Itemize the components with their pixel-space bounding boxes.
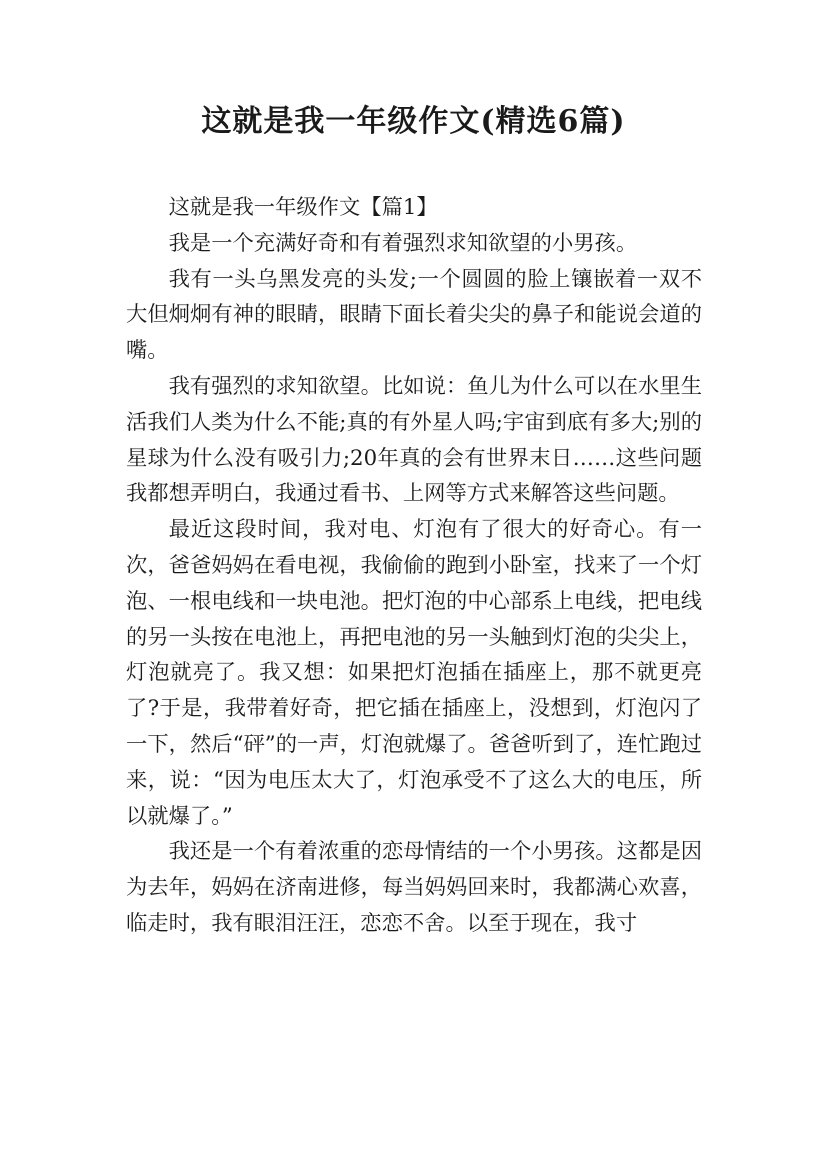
paragraph: 我有强烈的求知欲望。比如说：鱼儿为什么可以在水里生活我们人类为什么不能;真的有外星人吗;宇宙到底有多大;别的星球为什么没有吸引力;20年真的会有世界末日……这些问题我都想弄明白，我通过看书、上网等方式来解答这些问题。: [126, 373, 702, 507]
paragraph: 我是一个充满好奇和有着强烈求知欲望的小男孩。: [168, 230, 638, 256]
paragraph: 我有一头乌黑发亮的头发;一个圆圆的脸上镶嵌着一双不大但炯炯有神的眼睛，眼睛下面长着尖尖的鼻子和能说会道的嘴。: [126, 266, 702, 364]
document-title: 这就是我一年级作文(精选6篇): [201, 104, 626, 139]
paragraph: 最近这段时间，我对电、灯泡有了很大的好奇心。有一次，爸爸妈妈在看电视，我偷偷的跑到小卧室，找来了一个灯泡、一根电线和一块电池。把灯泡的中心部系上电线，把电线的另一头按在电池上，再把电池的另一头触到灯泡的尖尖上，灯泡就亮了。我又想：如果把灯泡插在插座上，那不就更亮了?于是，我带着好奇，把它插在插座上，没想到，灯泡闪了一下，然后“砰”的一声，灯泡就爆了。爸爸听到了，连忙跑过来，说：“因为电压太大了，灯泡承受不了这么大的电压，所以就爆了。”: [126, 517, 702, 829]
document-body: [126, 190, 702, 942]
paragraph: 我还是一个有着浓重的恋母情结的一个小男孩。这都是因为去年，妈妈在济南进修，每当妈妈回来时，我都满心欢喜，临走时，我有眼泪汪汪，恋恋不舍。以至于现在，我寸: [126, 839, 702, 936]
section-heading: 这就是我一年级作文【篇1】: [168, 195, 438, 220]
